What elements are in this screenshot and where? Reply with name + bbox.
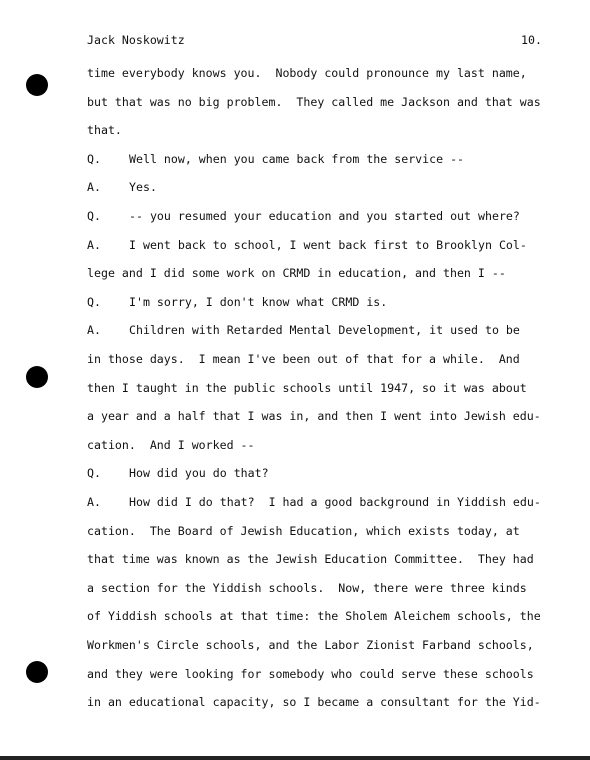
transcript-line bbox=[87, 180, 157, 194]
transcript-line bbox=[87, 381, 527, 395]
transcript-line bbox=[87, 524, 520, 538]
binder-hole-middle bbox=[26, 366, 48, 388]
line-text: time everybody knows you. Nobody could pronounce my last name, bbox=[87, 66, 527, 80]
speaker-label: A. bbox=[87, 180, 101, 195]
transcript-line bbox=[87, 638, 534, 652]
speaker-label: Q. bbox=[87, 209, 101, 223]
line-text: cation. The Board of Jewish Education, which exists today, at bbox=[87, 523, 520, 538]
transcript-line bbox=[87, 152, 464, 166]
page-bottom-edge bbox=[0, 756, 590, 760]
line-text: -- you resumed your education and you started out where? bbox=[129, 209, 520, 223]
transcript-line bbox=[87, 123, 122, 137]
line-text: Well now, when you came back from the service -- bbox=[129, 151, 465, 166]
transcript-line bbox=[87, 552, 534, 566]
speaker-label: Q. bbox=[87, 151, 101, 166]
line-text: but that was no big problem. They called me Jackson and that was bbox=[87, 94, 541, 109]
line-text: How did I do that? I had a good background in Yiddish edu- bbox=[129, 495, 541, 509]
transcript-line bbox=[87, 667, 534, 681]
transcript-line bbox=[87, 352, 520, 366]
transcript-line bbox=[87, 209, 520, 223]
transcript-line bbox=[87, 66, 527, 80]
line-text: in an educational capacity, so I became a consultant for the Yid- bbox=[87, 695, 541, 710]
page-number: 10. bbox=[521, 33, 542, 47]
transcript-line bbox=[87, 323, 520, 337]
line-text: Children with Retarded Mental Development, it used to be bbox=[129, 323, 520, 338]
header-interviewee-name: Jack Noskowitz bbox=[87, 33, 185, 47]
transcript-line bbox=[87, 581, 527, 595]
line-text: that. bbox=[87, 123, 122, 138]
line-text: that time was known as the Jewish Education Committee. They had bbox=[87, 552, 534, 567]
speaker-label: A. bbox=[87, 495, 101, 509]
binder-hole-top bbox=[26, 74, 48, 96]
line-text: a section for the Yiddish schools. Now, there were three kinds bbox=[87, 580, 527, 595]
line-text: How did you do that? bbox=[129, 466, 269, 481]
line-text: Workmen's Circle schools, and the Labor Zionist Farband schools, bbox=[87, 638, 534, 652]
line-text: a year and a half that I was in, and then I went into Jewish edu- bbox=[87, 409, 541, 424]
line-text: in those days. I mean I've been out of that for a while. And bbox=[87, 352, 520, 366]
transcript-line bbox=[87, 295, 387, 309]
line-text: cation. And I worked -- bbox=[87, 437, 255, 452]
transcript-line bbox=[87, 266, 506, 280]
transcript-line bbox=[87, 95, 541, 109]
speaker-label: A. bbox=[87, 323, 101, 338]
line-text: I went back to school, I went back first to Brooklyn Col- bbox=[129, 237, 527, 252]
transcript-line bbox=[87, 238, 527, 252]
line-text: and they were looking for somebody who could serve these schools bbox=[87, 666, 534, 681]
speaker-label: Q. bbox=[87, 466, 101, 481]
line-text: Yes. bbox=[129, 180, 157, 195]
binder-hole-bottom bbox=[26, 661, 48, 683]
line-text: of Yiddish schools at that time: the Sholem Aleichem schools, the bbox=[87, 609, 541, 624]
transcript-line bbox=[87, 409, 541, 423]
line-text: lege and I did some work on CRMD in education, and then I -- bbox=[87, 266, 506, 281]
transcript-line bbox=[87, 609, 541, 623]
transcript-line bbox=[87, 495, 541, 509]
transcript-line bbox=[87, 438, 255, 452]
speaker-label: Q. bbox=[87, 294, 101, 309]
transcript-line bbox=[87, 695, 541, 709]
speaker-label: A. bbox=[87, 237, 101, 252]
line-text: then I taught in the public schools until 1947, so it was about bbox=[87, 380, 527, 395]
line-text: I'm sorry, I don't know what CRMD is. bbox=[129, 294, 388, 309]
transcript-line bbox=[87, 466, 269, 480]
